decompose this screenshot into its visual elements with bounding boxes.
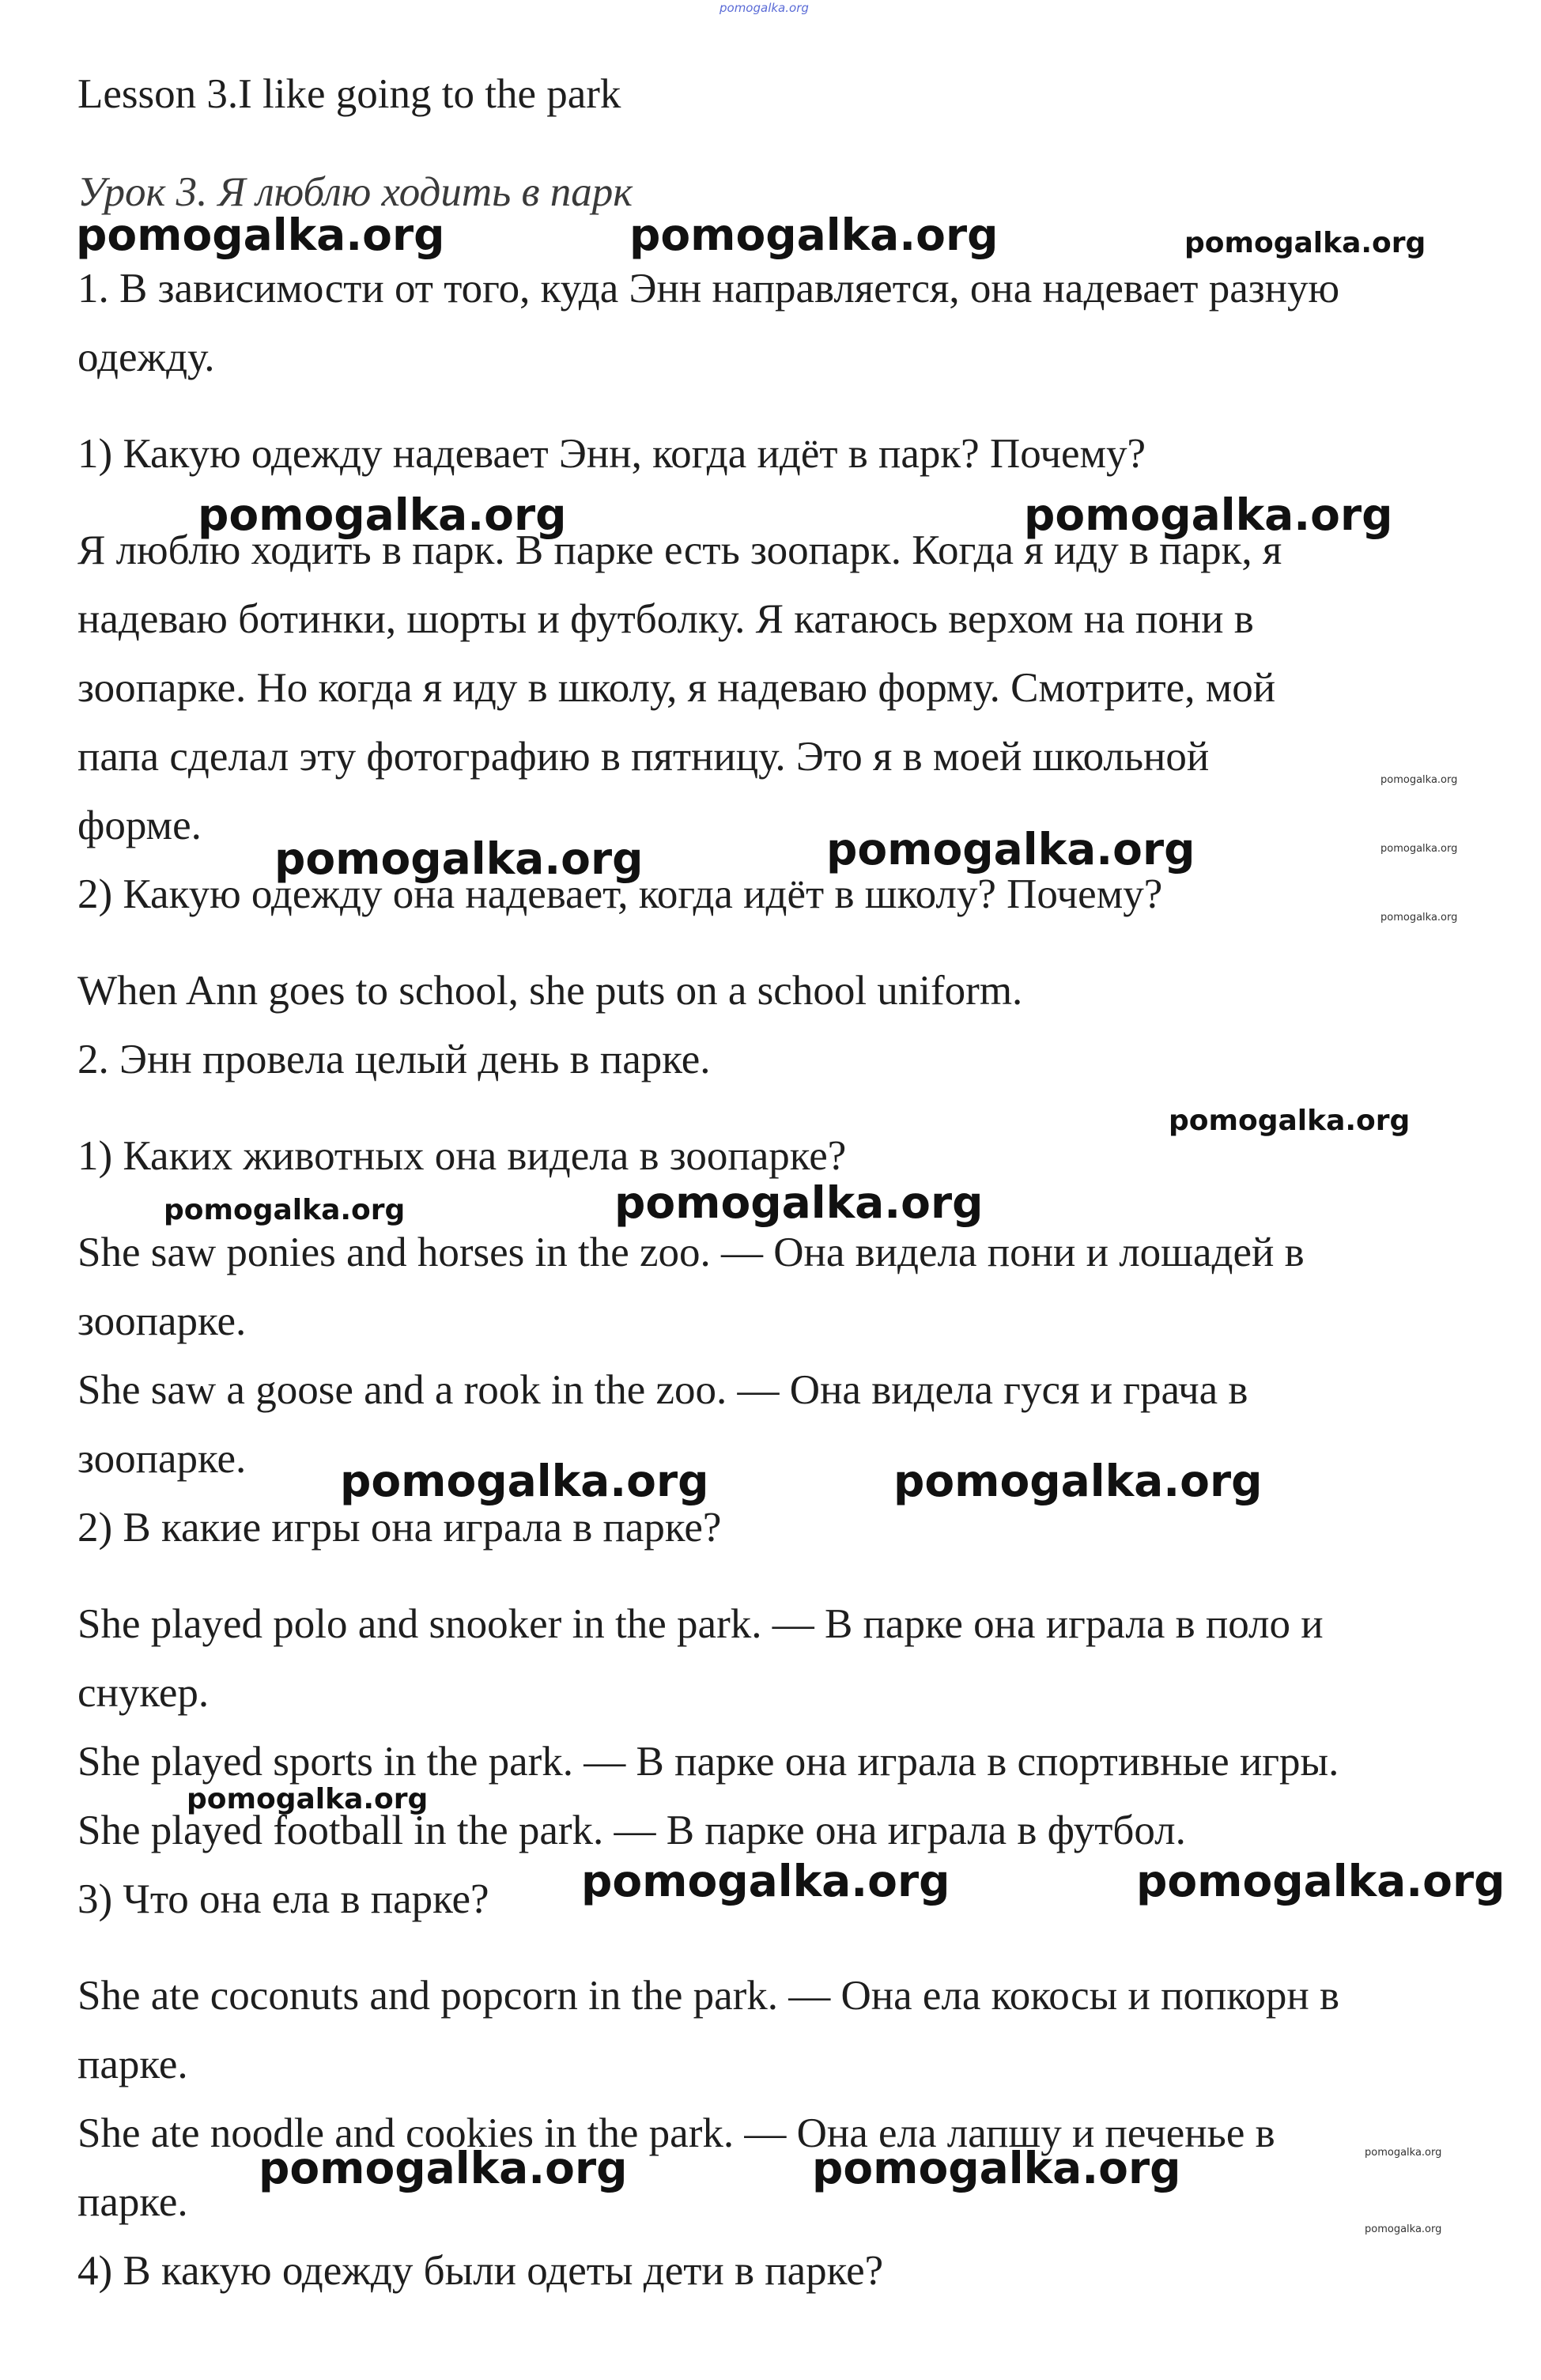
answer-line: She saw a goose and a rook in the zoo. — Она видела гуся и грача в (77, 1367, 1248, 1413)
watermark: pomogalka.org (1380, 912, 1458, 924)
watermark: pomogalka.org (893, 1456, 1263, 1506)
answer-line: парке. (77, 2042, 188, 2087)
question-2-1: 1) Каких животных она видела в зоопарке? (77, 1133, 847, 1179)
answer-line: зоопарке. Но когда я иду в школу, я надеваю форму. Смотрите, мой (77, 665, 1276, 711)
task-1-heading: 1. В зависимости от того, куда Энн направляется, она надевает разную (77, 266, 1340, 312)
answer-line: зоопарке. (77, 1436, 247, 1482)
watermark-top: pomogalka.org (720, 1, 809, 15)
question-1-1: 1) Какую одежду надевает Энн, когда идёт в парк? Почему? (77, 431, 1146, 477)
watermark: pomogalka.org (187, 1783, 429, 1815)
answer-line: She played polo and snooker in the park. — В парке она играла в поло и (77, 1601, 1324, 1647)
lesson-title: Lesson 3.I like going to the park (77, 71, 621, 117)
answer-line: She played football in the park. — В парке она играла в футбол. (77, 1808, 1186, 1853)
watermark: pomogalka.org (76, 210, 445, 260)
watermark: pomogalka.org (812, 2143, 1181, 2193)
answer-line: папа сделал эту фотографию в пятницу. Это я в моей школьной (77, 734, 1210, 780)
question-2-3: 3) Что она ела в парке? (77, 1876, 489, 1922)
watermark: pomogalka.org (1365, 2147, 1442, 2159)
watermark: pomogalka.org (164, 1194, 406, 1226)
watermark: pomogalka.org (1380, 843, 1458, 855)
watermark: pomogalka.org (581, 1856, 950, 1906)
watermark: pomogalka.org (1136, 1856, 1505, 1906)
answer-line: надеваю ботинки, шорты и футболку. Я катаюсь верхом на пони в (77, 596, 1254, 642)
answer-line: She saw ponies and horses in the zoo. — Она видела пони и лошадей в (77, 1230, 1305, 1275)
watermark: pomogalka.org (629, 210, 999, 260)
question-1-2: 2) Какую одежду она надевает, когда идёт в школу? Почему? (77, 871, 1163, 917)
question-2-2: 2) В какие игры она играла в парке? (77, 1505, 722, 1551)
answer-line: форме. (77, 803, 202, 848)
answer-line: She ate coconuts and popcorn in the park. — Она ела кокосы и попкорн в (77, 1973, 1340, 2019)
watermark: pomogalka.org (826, 824, 1195, 875)
watermark: pomogalka.org (1169, 1105, 1411, 1137)
watermark: pomogalka.org (1024, 489, 1393, 540)
watermark: pomogalka.org (1365, 2223, 1442, 2235)
answer-line: зоопарке. (77, 1298, 247, 1344)
watermark: pomogalka.org (259, 2143, 628, 2193)
watermark: pomogalka.org (614, 1177, 984, 1228)
question-2-4: 4) В какую одежду были одеты дети в парке? (77, 2248, 884, 2294)
watermark: pomogalka.org (274, 833, 644, 884)
task-2-heading: 2. Энн провела целый день в парке. (77, 1037, 711, 1082)
answer-line: She played sports in the park. — В парке она играла в спортивные игры. (77, 1739, 1339, 1785)
watermark: pomogalka.org (1184, 227, 1426, 259)
task-1-heading-cont: одежду. (77, 334, 215, 380)
answer-line: Я люблю ходить в парк. В парке есть зоопарк. Когда я иду в парк, я (77, 527, 1282, 573)
watermark: pomogalka.org (1380, 774, 1458, 786)
answer-line: When Ann goes to school, she puts on a school uniform. (77, 968, 1023, 1014)
watermark: pomogalka.org (198, 489, 567, 540)
answer-line: She ate noodle and cookies in the park. — Она ела лапшу и печенье в (77, 2110, 1275, 2156)
lesson-title-translation: Урок 3. Я люблю ходить в парк (77, 169, 633, 215)
watermark: pomogalka.org (340, 1456, 709, 1506)
answer-line: парке. (77, 2179, 188, 2225)
answer-line: снукер. (77, 1670, 210, 1716)
